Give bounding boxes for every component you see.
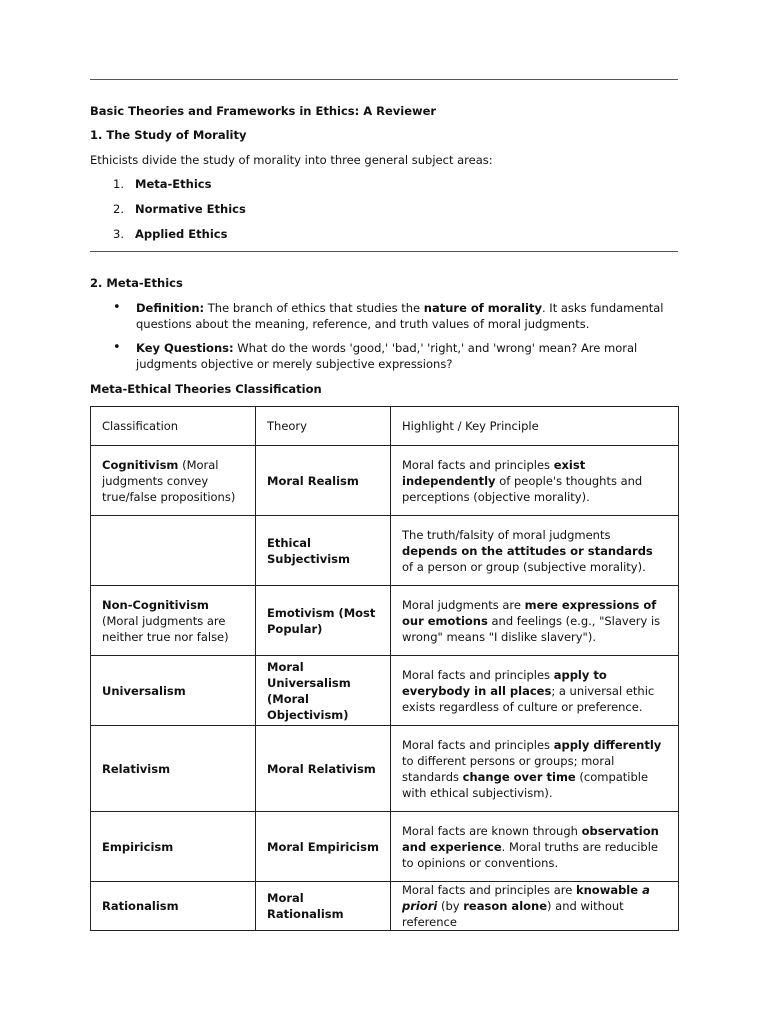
header-cell: Highlight / Key Principle <box>391 407 679 446</box>
highlight-segment: Moral facts and principles are <box>402 883 576 897</box>
classification-name: Relativism <box>102 761 171 776</box>
highlight-cell <box>391 446 679 516</box>
list-label: Applied Ethics <box>135 227 228 241</box>
list-label: Meta-Ethics <box>135 177 212 191</box>
highlight-segment: and feelings (e.g., "Slavery is wrong" means "I dislike slavery"). <box>402 613 661 644</box>
table-row <box>91 882 679 931</box>
key-questions-text <box>136 340 683 372</box>
classification-name: Universalism <box>102 683 186 698</box>
definition-label: Definition: <box>136 301 205 315</box>
highlight-segment: (compatible with ethical subjectivism). <box>402 769 649 800</box>
bullet-dot: • <box>113 300 121 315</box>
theory-cell <box>256 656 391 726</box>
section-divider <box>90 251 678 252</box>
classification-name: Empiricism <box>102 839 174 854</box>
key-questions-bullet <box>113 340 683 372</box>
classification-name: Non-Cognitivism <box>102 597 209 612</box>
highlight-segment: The truth/falsity of moral judgments <box>402 527 611 542</box>
highlight-segment: (by <box>437 899 464 913</box>
top-divider <box>90 79 678 80</box>
list-label: Normative Ethics <box>135 202 246 216</box>
theory-cell <box>256 446 391 516</box>
table-row <box>91 726 679 812</box>
highlight-segment: apply differently <box>553 737 662 752</box>
theory-name: Moral Rationalism <box>267 891 344 921</box>
theory-cell <box>256 812 391 882</box>
document-title: Basic Theories and Frameworks in Ethics: A Reviewer <box>90 104 437 118</box>
theory-cell <box>256 882 391 931</box>
definition-part: The branch of ethics that studies the <box>207 301 421 315</box>
highlight-segment: Moral facts and principles <box>402 457 554 472</box>
highlight-segment: reason alone <box>463 899 548 913</box>
list-number: 2. <box>113 202 124 216</box>
highlight-segment: knowable <box>575 883 643 897</box>
theory-cell <box>256 516 391 586</box>
classification-cell <box>91 726 256 812</box>
highlight-segment: Moral facts and principles <box>402 667 554 682</box>
highlight-segment: Moral facts and principles <box>402 737 554 752</box>
list-number: 1. <box>113 177 124 191</box>
classification-cell <box>91 516 256 586</box>
table-header-row <box>91 407 679 446</box>
highlight-cell <box>391 812 679 882</box>
list-number: 3. <box>113 227 124 241</box>
meta-ethics-table <box>90 406 679 931</box>
highlight-segment: depends on the attitudes or standards <box>402 543 653 558</box>
highlight-segment: apply to everybody in all places <box>402 667 607 698</box>
highlight-segment: exist independently <box>402 457 586 488</box>
list-item-meta-ethics <box>113 176 211 192</box>
table-row <box>91 516 679 586</box>
header-cell: Theory <box>256 407 391 446</box>
highlight-segment: ) and without reference <box>402 899 624 929</box>
highlight-segment: a priori <box>402 883 650 913</box>
highlight-segment: of a person or group (subjective morality). <box>402 559 646 574</box>
classification-note: (Moral judgments convey true/false propositions) <box>102 457 236 504</box>
highlight-cell <box>391 882 679 931</box>
definition-bullet <box>113 300 683 332</box>
highlight-segment: change over time <box>462 769 576 784</box>
highlight-segment: Moral facts are known through <box>402 823 582 838</box>
list-item-applied-ethics <box>113 226 227 242</box>
highlight-segment: observation and experience <box>402 823 659 854</box>
theory-cell <box>256 586 391 656</box>
bullet-dot: • <box>113 340 121 355</box>
theory-name: Moral Universalism (Moral Objectivism) <box>267 659 351 722</box>
table-row <box>91 446 679 516</box>
table-row <box>91 586 679 656</box>
highlight-segment: of people's thoughts and perceptions (objective morality). <box>402 473 643 504</box>
header-cell: Classification <box>91 407 256 446</box>
classification-cell <box>91 812 256 882</box>
theory-name: Moral Realism <box>267 473 359 488</box>
classification-cell <box>91 586 256 656</box>
highlight-segment: ; a universal ethic exists regardless of culture or preference. <box>402 683 655 714</box>
theory-cell <box>256 726 391 812</box>
highlight-segment: Moral judgments are <box>402 597 525 612</box>
list-item-normative-ethics <box>113 201 246 217</box>
theory-name: Moral Relativism <box>267 761 376 776</box>
classification-cell <box>91 656 256 726</box>
table-row <box>91 812 679 882</box>
theory-name: Moral Empiricism <box>267 839 379 854</box>
classification-cell <box>91 882 256 931</box>
section2-heading: 2. Meta-Ethics <box>90 276 183 290</box>
highlight-segment: to different persons or groups; moral standards <box>402 753 615 784</box>
classification-cell <box>91 446 256 516</box>
definition-bold: nature of morality <box>423 301 542 315</box>
classification-name: Rationalism <box>102 899 179 913</box>
highlight-cell <box>391 516 679 586</box>
classification-name: Cognitivism <box>102 457 179 472</box>
theory-name: Emotivism (Most Popular) <box>267 605 376 636</box>
key-questions-body: What do the words 'good,' 'bad,' 'right,' and 'wrong' mean? Are moral judgments objective or merely subjective expressions? <box>136 341 638 371</box>
definition-text <box>136 300 683 332</box>
highlight-segment: mere expressions of our emotions <box>402 597 657 628</box>
definition-part: . It asks fundamental questions about the meaning, reference, and truth values of moral judgments. <box>136 301 664 331</box>
section1-intro: Ethicists divide the study of morality into three general subject areas: <box>90 153 493 167</box>
key-questions-label: Key Questions: <box>136 341 234 355</box>
table-row <box>91 656 679 726</box>
section1-heading: 1. The Study of Morality <box>90 128 247 142</box>
theory-name: Ethical Subjectivism <box>267 535 350 566</box>
highlight-cell <box>391 586 679 656</box>
highlight-cell <box>391 656 679 726</box>
table-title: Meta-Ethical Theories Classification <box>90 382 322 396</box>
highlight-segment: . Moral truths are reducible to opinions or conventions. <box>402 839 659 870</box>
highlight-cell <box>391 726 679 812</box>
classification-note: (Moral judgments are neither true nor false) <box>102 613 229 644</box>
